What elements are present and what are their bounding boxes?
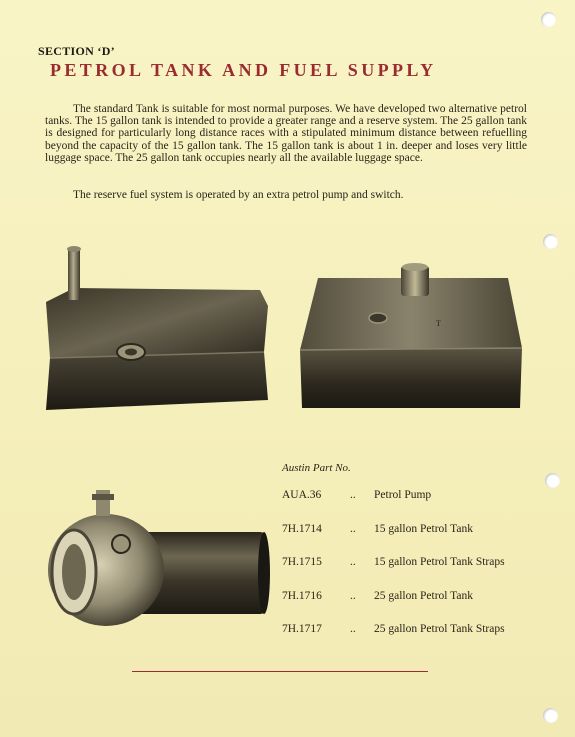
part-number: 7H.1714 <box>282 523 322 535</box>
part-row <box>282 556 552 572</box>
part-description: 15 gallon Petrol Tank Straps <box>374 556 505 568</box>
punch-hole <box>543 234 558 249</box>
fifteen-gallon-tank-photo <box>38 240 278 415</box>
punch-hole <box>541 12 556 27</box>
divider-rule <box>132 671 428 672</box>
part-number: AUA.36 <box>282 489 322 501</box>
part-row <box>282 623 552 639</box>
part-number: 7H.1716 <box>282 590 322 602</box>
leader-dots: .. <box>350 623 356 635</box>
part-row <box>282 590 552 606</box>
leader-dots: .. <box>350 590 356 602</box>
page-title: PETROL TANK AND FUEL SUPPLY <box>50 60 437 80</box>
part-description: Petrol Pump <box>374 489 432 501</box>
intro-paragraph: The standard Tank is suitable for most normal purposes. We have developed two alternative petrol tanks. The 15 gallon tank is intended to provide a greater range and a reserve system. The 25 gallon tank is designed for particularly long distance races with a stipulated minimum distance between refuelling beyond the capacity of the 15 gallon tank. The 15 gallon tank is about 1 in. deeper and loses very little luggage space. The 25 gallon tank occupies nearly all the available luggage space. <box>45 103 527 164</box>
punch-hole <box>545 473 560 488</box>
reserve-paragraph: The reserve fuel system is operated by an extra petrol pump and switch. <box>73 189 404 201</box>
part-description: 25 gallon Petrol Tank Straps <box>374 623 505 635</box>
punch-hole <box>543 708 558 723</box>
part-description: 25 gallon Petrol Tank <box>374 590 473 602</box>
part-number: 7H.1717 <box>282 623 322 635</box>
parts-list-header: Austin Part No. <box>282 462 351 474</box>
svg-text:T: T <box>436 319 441 328</box>
twenty-five-gallon-tank-photo <box>296 258 528 414</box>
part-number: 7H.1715 <box>282 556 322 568</box>
part-row <box>282 523 552 539</box>
part-description: 15 gallon Petrol Tank <box>374 523 473 535</box>
leader-dots: .. <box>350 556 356 568</box>
petrol-pump-photo <box>36 488 272 630</box>
part-row <box>282 489 552 505</box>
leader-dots: .. <box>350 523 356 535</box>
section-label: SECTION ‘D’ <box>38 44 115 58</box>
leader-dots: .. <box>350 489 356 501</box>
